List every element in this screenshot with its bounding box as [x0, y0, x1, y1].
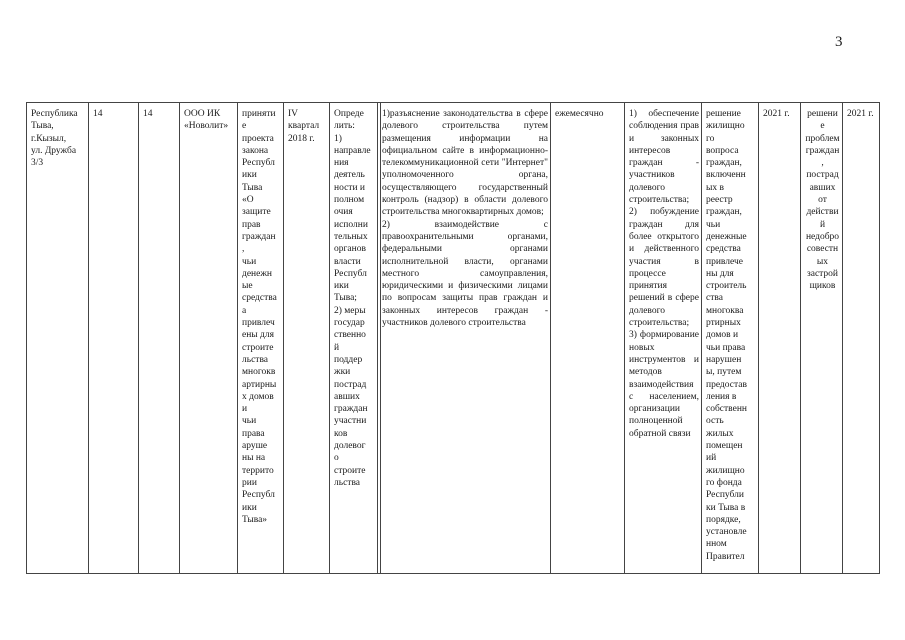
cell-purpose — [329, 103, 377, 573]
cell-result — [701, 103, 758, 573]
measures-text: 1)разъяснение законодательства в сфере долевого строительства путем размещения информации на официальном сайте в информационно-телекоммуникационной сети "Интернет" уполномоченного органа, осуществляющего государственный контроль (надзор) в области долевого строительства многоквартирных домов; 2) взаимодействие с правоохранительными органами, федеральными органами исполнительной власти, органами местного самоуправления, юридическими и физическими лицами по вопросам защиты прав граждан и законных интересов граждан - участников долевого строительства — [382, 109, 548, 329]
measures-table — [26, 102, 880, 574]
cell-measures — [377, 103, 550, 573]
cell-deadline — [283, 103, 329, 573]
developer-text: ООО ИК «Новолит» — [184, 109, 229, 132]
cell-year1 — [758, 103, 800, 573]
frequency-text: ежемесячно — [555, 109, 604, 119]
num2-text: 14 — [143, 109, 153, 119]
goals-text: 1) обеспечение соблюдения прав и законных интересов граждан - участников долевого строительства; 2) побуждение граждан для более открытого и действенного участия в процессе принятия решений в сфере долевого строительства; 3) формирование новых инструментов и методов взаимодействия с населением, организации полноценной обратной связи — [629, 109, 699, 439]
cell-address — [26, 103, 88, 573]
cell-year2 — [842, 103, 880, 573]
cell-goals — [624, 103, 701, 573]
cell-action — [237, 103, 283, 573]
year2-text: 2021 г. — [847, 109, 874, 119]
year1-text: 2021 г. — [763, 109, 790, 119]
cell-developer — [179, 103, 237, 573]
num1-text: 14 — [93, 109, 103, 119]
purpose-text: Опреде лить: 1) направле ния деятель ности и полном очия исполни тельных органов власти Республ ики Тыва; 2) меры государ ственно й поддер жки пострад авших граждан участни ков долевог о строите льства — [334, 109, 371, 488]
cell-num2 — [138, 103, 179, 573]
cell-outcome — [800, 103, 842, 573]
action-text: приняти е проекта закона Республ ики Тыва «О защите прав граждан , чьи денежн ые средства а привлеч ены для строите льства многокв артирны х домов и чьи права аруше ны на террито рии Республ ики Тыва» — [242, 109, 277, 525]
page-number: 3 — [835, 34, 843, 50]
address-text: Республика Тыва, г.Кызыл, ул. Дружба 3/3 — [31, 109, 78, 169]
cell-frequency — [550, 103, 624, 573]
deadline-text: IV квартал 2018 г. — [288, 109, 320, 144]
cell-num1 — [88, 103, 138, 573]
result-text: решение жилищно го вопроса граждан, включенн ых в реестр граждан, чьи денежные средства привлече ны для строитель ства многоква ртирных домов и чьи права нарушен ы, путем предостав ления в собственн ость жилых помещен ий жилищно го фонда Республи ки Тыва в порядке, установле нном Правител — [706, 109, 747, 562]
outcome-text: решени е проблем граждан , пострад авших от действи й недобро совестн ых застрой щиков — [805, 109, 840, 292]
